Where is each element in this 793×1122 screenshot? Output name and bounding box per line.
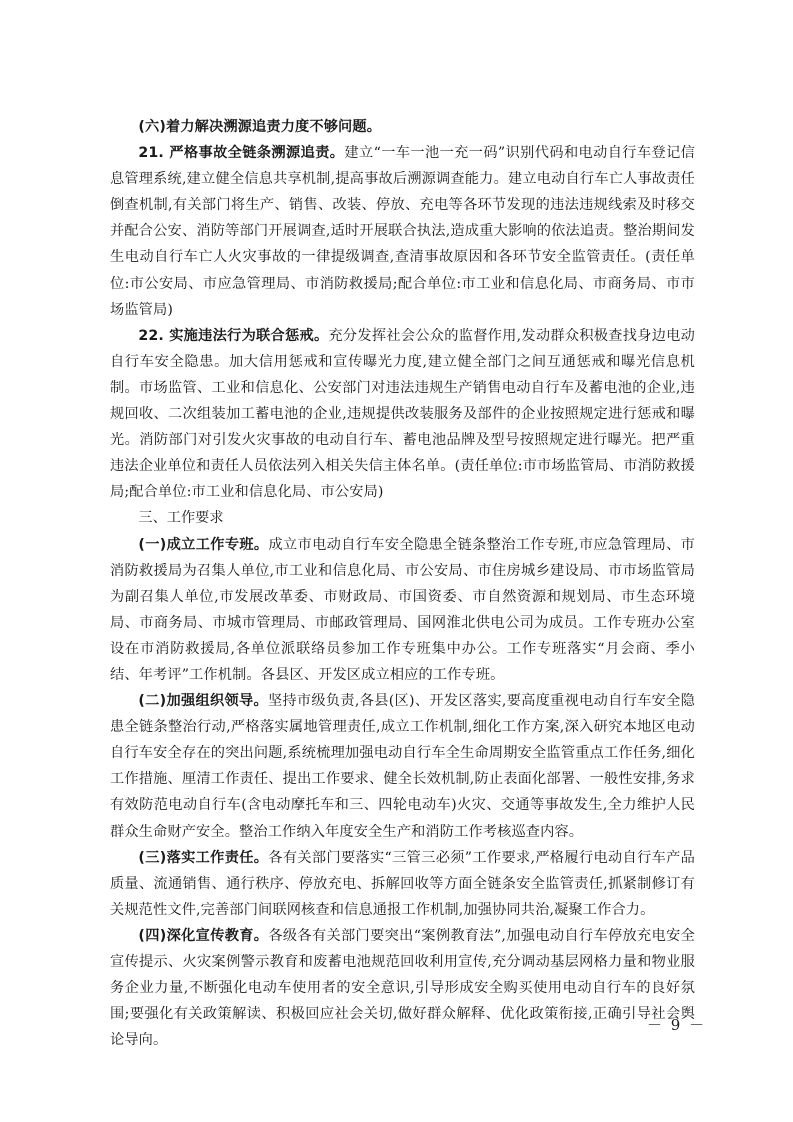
paragraph-body: 充分发挥社会公众的监督作用,发动群众积极查找身边电动自行车安全隐患。加大信用惩戒和宣传曝光力度,建立健全部门之间互通惩戒和曝光信息机制。市场监管、工业和信息化、公安部门对违法违规生产销售电动自行车及蓄电池的企业,违规回收、二次组装加工蓄电池的企业,违规提供改装服务及部件的企业按照规定进行惩戒和曝光。消防部门对引发火灾事故的电动自行车、蓄电池品牌及型号按照规定进行曝光。把严重违法企业单位和责任人员依法列入相关失信主体名单。(责任单位:市市场监管局、市消防救援局;配合单位:市工业和信息化局、市公安局)	[110, 327, 695, 501]
paragraph-head: (四)深化宣传教育。	[138, 927, 269, 944]
paragraph-body: 成立市电动自行车安全隐患全链条整治工作专班,市应急管理局、市消防救援局为召集人单位,市工业和信息化局、市公安局、市住房城乡建设局、市市场监管局为副召集人单位,市发展改革委、市财政局、市国资委、市自然资源和规划局、市生态环境局、市商务局、市城市管理局、市邮政管理局、国网淮北供电公司为成员。工作专班办公室设在市消防救援局,各单位派联络员参加工作专班集中办公。工作专班落实“月会商、季小结、年考评”工作机制。各县区、开发区成立相应的工作专班。	[110, 536, 695, 683]
paragraph-body: 各级各有关部门要突出“案例教育法”,加强电动自行车停放充电安全宣传提示、火灾案例警示教育和废蓄电池规范回收利用宣传,充分调动基层网格力量和物业服务企业力量,不断强化电动车使用者的安全意识,引导形成安全购买使用电动自行车的良好氛围;要强化有关政策解读、积极回应社会关切,做好群众解释、优化政策衔接,正确引导社会舆论导向。	[110, 927, 695, 1049]
paragraph-body: 建立“一车一池一充一码”识别代码和电动自行车登记信息管理系统,建立健全信息共享机制,提高事故后溯源调查能力。建立电动自行车亡人事故责任倒查机制,有关部门将生产、销售、改装、停放、充电等各环节发现的违法违规线索及时移交并配合公安、消防等部门开展调查,适时开展联合执法,造成重大影响的依法追责。整治期间发生电动自行车亡人火灾事故的一律提级调查,查清事故原因和各环节安全监管责任。(责任单位:市公安局、市应急管理局、市消防救援局;配合单位:市工业和信息化局、市商务局、市市场监管局)	[110, 145, 695, 318]
page-body	[110, 114, 695, 1053]
paragraph-22	[110, 323, 695, 506]
subsection-heading-text: (六)着力解决溯源追责力度不够问题。	[138, 119, 382, 135]
page-number: － 9 －	[647, 1016, 707, 1034]
subsection-heading-6	[110, 114, 695, 140]
paragraph-work-task-force	[110, 532, 695, 689]
paragraph-head: (一)成立工作专班。	[138, 536, 269, 553]
paragraph-leadership	[110, 688, 695, 845]
paragraph-responsibility	[110, 845, 695, 923]
paragraph-head: (二)加强组织领导。	[138, 693, 268, 710]
paragraph-body: 各有关部门要落实“三管三必须”工作要求,严格履行电动自行车产品质量、流通销售、通行秩序、停放充电、拆解回收等方面全链条安全监管责任,抓紧制修订有关规范性文件,完善部门间联网核查和信息通报工作机制,加强协同共治,凝聚工作合力。	[110, 849, 695, 918]
paragraph-body: 坚持市级负责,各县(区)、开发区落实,要高度重视电动自行车安全隐患全链条整治行动,严格落实属地管理责任,成立工作机制,细化工作方案,深入研究本地区电动自行车安全存在的突出问题,系统梳理加强电动自行车全生命周期安全监管重点工作任务,细化工作措施、厘清工作责任、提出工作要求、健全长效机制,防止表面化部署、一般性安排,务求有效防范电动自行车(含电动摩托车和三、四轮电动车)火灾、交通等事故发生,全力维护人民群众生命财产安全。整治工作纳入年度安全生产和消防工作考核巡查内容。	[110, 693, 695, 840]
paragraph-head: 22. 实施违法行为联合惩戒。	[138, 327, 329, 344]
section-heading-text: 三、工作要求	[138, 510, 224, 527]
section-heading-work-requirements	[110, 505, 695, 531]
paragraph-21	[110, 140, 695, 323]
paragraph-head: (三)落实工作责任。	[138, 849, 269, 866]
paragraph-head: 21. 严格事故全链条溯源追责。	[138, 145, 345, 162]
paragraph-publicity	[110, 923, 695, 1053]
